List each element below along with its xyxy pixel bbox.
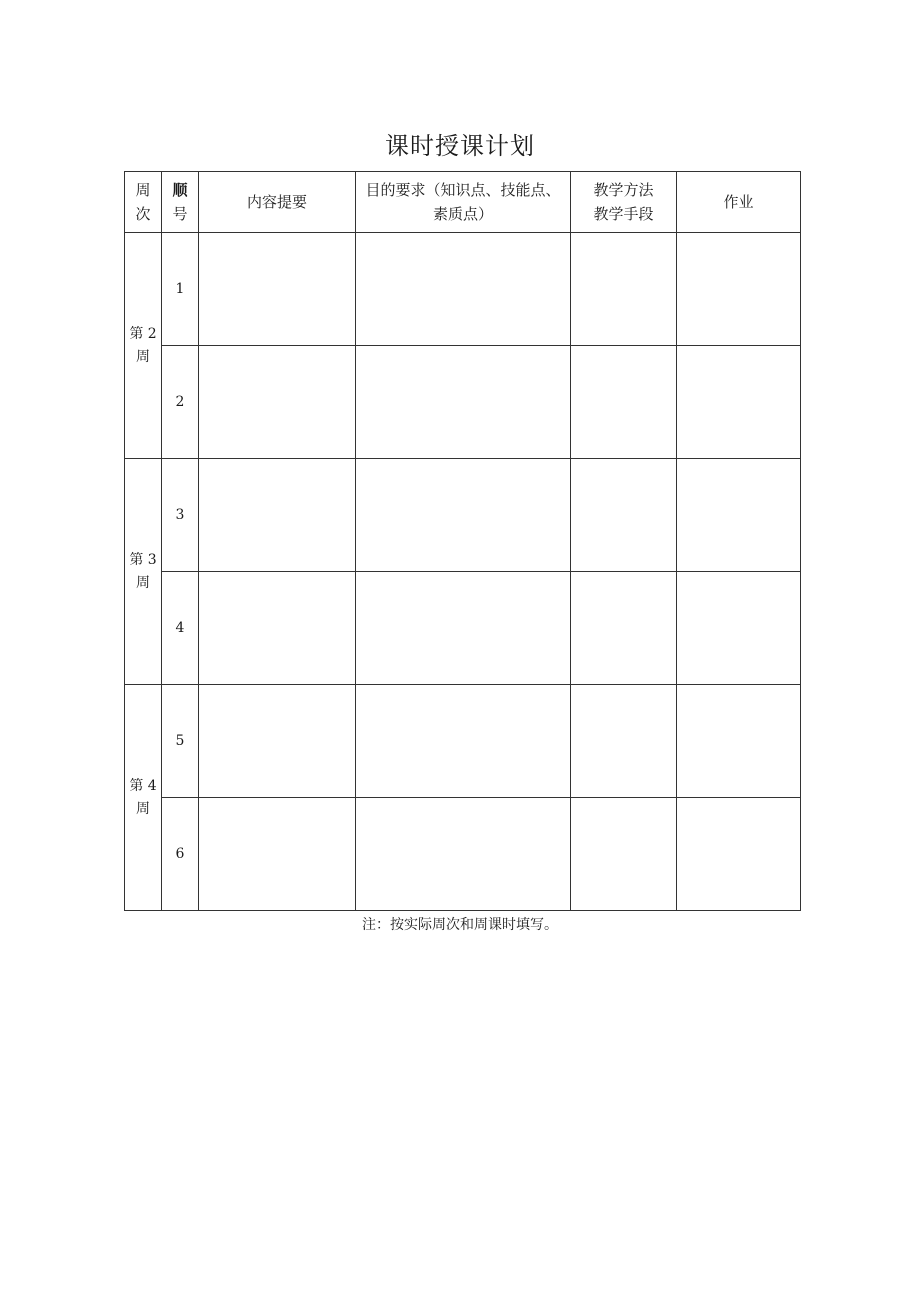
content-cell[interactable] (199, 798, 356, 911)
footnote: 注：按实际周次和周课时填写。 (362, 917, 558, 933)
sequence-cell: 3 (162, 459, 199, 572)
method-cell[interactable] (571, 346, 677, 459)
homework-cell[interactable] (677, 346, 801, 459)
table-row (125, 685, 801, 798)
content-cell[interactable] (199, 346, 356, 459)
sequence-cell: 4 (162, 572, 199, 685)
method-cell[interactable] (571, 798, 677, 911)
sequence-cell: 2 (162, 346, 199, 459)
lesson-plan-table (124, 171, 801, 911)
homework-cell[interactable] (677, 685, 801, 798)
homework-cell[interactable] (677, 572, 801, 685)
header-week: 周 次 (125, 172, 162, 233)
table-row (125, 346, 801, 459)
table-row (125, 233, 801, 346)
week-cell: 第 2 周 (125, 233, 162, 459)
goals-cell[interactable] (356, 459, 571, 572)
header-row (125, 172, 801, 233)
goals-cell[interactable] (356, 685, 571, 798)
goals-cell[interactable] (356, 798, 571, 911)
sequence-cell: 5 (162, 685, 199, 798)
content-cell[interactable] (199, 572, 356, 685)
method-cell[interactable] (571, 572, 677, 685)
table-row (125, 459, 801, 572)
header-teaching-method: 教学方法 教学手段 (571, 172, 677, 233)
page-title: 课时授课计划 (385, 132, 535, 160)
header-homework: 作业 (677, 172, 801, 233)
method-cell[interactable] (571, 233, 677, 346)
goals-cell[interactable] (356, 346, 571, 459)
method-cell[interactable] (571, 459, 677, 572)
sequence-cell: 6 (162, 798, 199, 911)
sequence-cell: 1 (162, 233, 199, 346)
header-content-summary: 内容提要 (199, 172, 356, 233)
table-row (125, 572, 801, 685)
homework-cell[interactable] (677, 233, 801, 346)
content-cell[interactable] (199, 685, 356, 798)
content-cell[interactable] (199, 233, 356, 346)
goals-cell[interactable] (356, 572, 571, 685)
goals-cell[interactable] (356, 233, 571, 346)
method-cell[interactable] (571, 685, 677, 798)
header-sequence: 顺 号 (162, 172, 199, 233)
homework-cell[interactable] (677, 459, 801, 572)
week-cell: 第 3 周 (125, 459, 162, 685)
header-goals: 目的要求（知识点、技能点、 素质点） (356, 172, 571, 233)
content-cell[interactable] (199, 459, 356, 572)
homework-cell[interactable] (677, 798, 801, 911)
table-row (125, 798, 801, 911)
week-cell: 第 4 周 (125, 685, 162, 911)
